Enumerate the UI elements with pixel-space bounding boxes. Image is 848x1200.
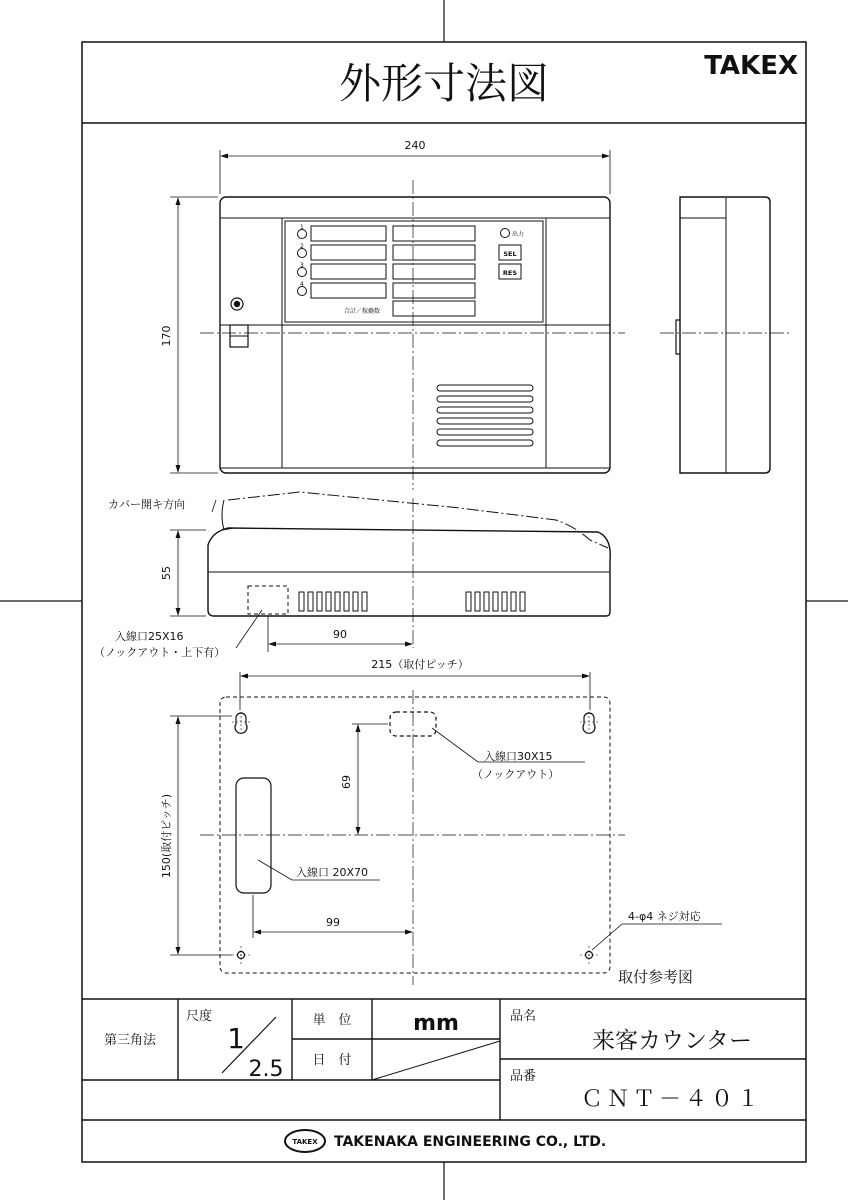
zone-number: 4	[300, 281, 304, 288]
dimension-offset-90: 90	[333, 628, 347, 641]
vent-slots-left	[299, 592, 367, 611]
drawing-title: 外形寸法図	[338, 59, 550, 108]
dimension-height: 170	[160, 325, 173, 347]
svg-text:TAKEX: TAKEX	[292, 1138, 318, 1146]
cover-direction-note: カバー開キ方向	[108, 498, 185, 511]
cover-hinge	[222, 500, 224, 530]
dimension-depth: 55	[160, 566, 173, 580]
date-label: 日 付	[312, 1053, 352, 1068]
profile-view	[208, 528, 610, 616]
centerlines-mount	[200, 690, 625, 985]
scale-label: 尺度	[186, 1009, 213, 1024]
screw-note: 4-φ4 ネジ対応	[628, 910, 701, 923]
cover-open-outline	[222, 492, 608, 548]
side-view	[676, 197, 770, 473]
company-logo	[285, 1130, 325, 1152]
top-inlet-note: （ノックアウト）	[472, 768, 560, 781]
dimension-mount-pitch-h: 215（取付ピッチ）	[371, 658, 469, 671]
unit-value: mm	[413, 1011, 459, 1036]
front-view	[220, 197, 610, 473]
product-number-label: 品番	[510, 1069, 537, 1084]
dimension-offset-99: 99	[326, 916, 340, 929]
res-button: RES	[502, 269, 518, 277]
centerlines-front	[200, 180, 790, 490]
dim-215	[240, 672, 590, 710]
unit-label: 単 位	[312, 1013, 352, 1028]
dimension-offset-69: 69	[340, 775, 353, 789]
product-name: 来客カウンター	[591, 1028, 753, 1054]
indicator-label: 出力	[512, 231, 525, 238]
brand-logo: TAKEX	[704, 51, 798, 81]
projection-method: 第三角法	[103, 1033, 157, 1048]
dim-240	[220, 150, 610, 194]
dim-150	[170, 716, 232, 955]
scale-denominator: 2.5	[248, 1057, 284, 1082]
dimension-mount-pitch-v: 150(取付ピッチ)	[160, 793, 173, 879]
zone-number: 1	[300, 224, 304, 231]
dimension-width: 240	[404, 139, 426, 152]
cover-leader	[212, 500, 216, 512]
big-inlet-label: 入線口 20X70	[296, 866, 369, 879]
company-name: TAKENAKA ENGINEERING CO., LTD.	[334, 1134, 607, 1150]
top-inlet-label: 入線口30X15	[484, 750, 553, 763]
dim-69	[352, 724, 388, 835]
dim-55	[170, 530, 206, 616]
zone-number: 2	[300, 243, 304, 250]
side-inlet-note: （ノックアウト・上下有）	[94, 646, 226, 659]
product-name-label: 品名	[510, 1009, 537, 1024]
dim-170	[170, 197, 218, 473]
product-number: ＣＮＴ－４０１	[580, 1087, 764, 1112]
side-inlet-label: 入線口25X16	[115, 630, 184, 643]
mount-reference-caption: 取付参考図	[618, 968, 694, 986]
sel-button: SEL	[503, 250, 517, 258]
vent-slots-right	[466, 592, 525, 611]
counter-caption: 合計／稼働数	[343, 308, 381, 315]
zone-number: 3	[300, 262, 304, 269]
scale-numerator: 1	[227, 1022, 245, 1055]
sheet-border	[82, 42, 806, 1162]
